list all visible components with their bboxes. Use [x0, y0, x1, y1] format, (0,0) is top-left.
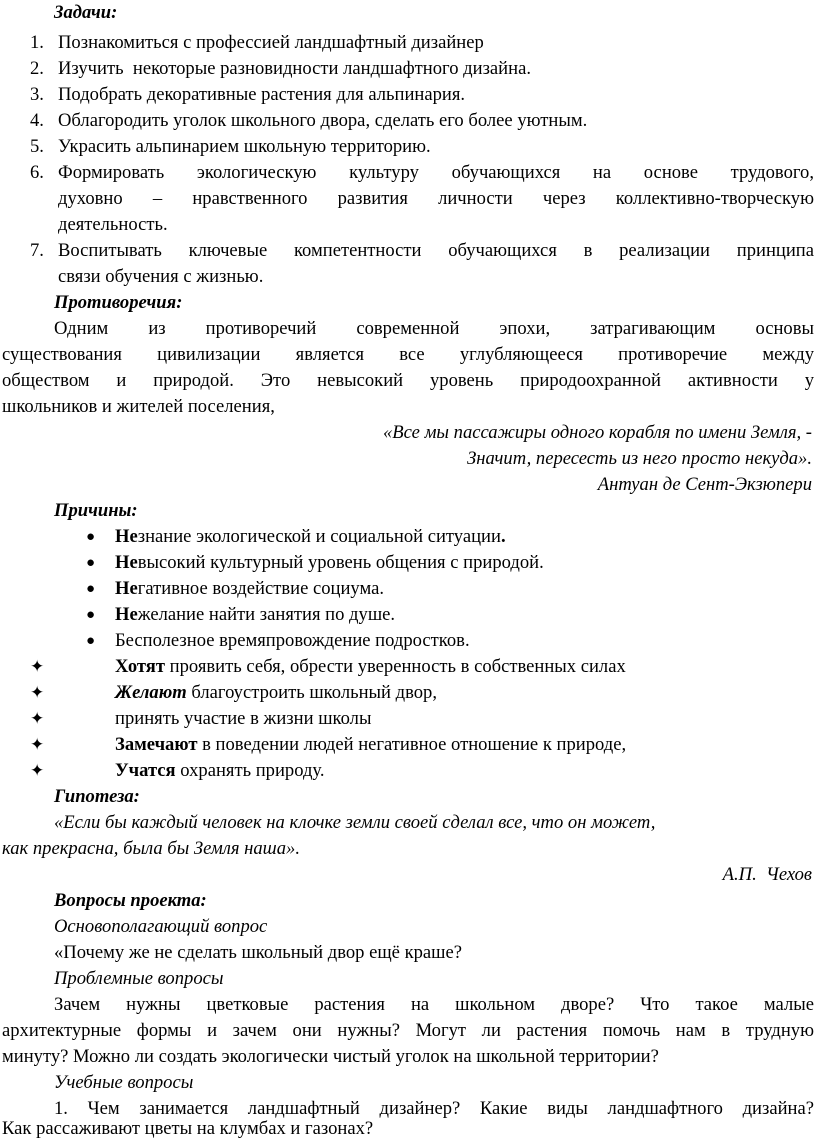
fundamental-question-label: Основополагающий вопрос: [54, 916, 268, 937]
study-questions-label: Учебные вопросы: [54, 1072, 194, 1093]
study-questions-line: 1. Чем занимается ландшафтный дизайнер? Какие виды ландшафтного дизайна?: [54, 1098, 814, 1119]
bullet-icon: ●: [86, 607, 96, 623]
quote-line: Значит, пересесть из него просто некуда».: [467, 448, 812, 469]
task-number: 6.: [30, 162, 44, 183]
task-item: Изучить некоторые разновидности ландшафтного дизайна.: [58, 58, 531, 79]
bullet-icon: ●: [86, 581, 96, 597]
hypothesis-line: «Если бы каждый человек на клочке земли своей сделал все, что он может,: [54, 812, 656, 833]
task-number: 5.: [30, 136, 44, 157]
problem-questions-line: минуту? Можно ли создать экологически чистый уголок на школьной территории?: [2, 1046, 659, 1067]
questions-heading: Вопросы проекта:: [54, 890, 207, 911]
task-number: 7.: [30, 240, 44, 261]
reason-item: Невысокий культурный уровень общения с природой.: [115, 552, 544, 573]
problem-questions-line: Зачем нужны цветковые растения на школьном дворе? Что такое малые: [54, 994, 814, 1015]
four-point-star-icon: ✦: [30, 657, 45, 676]
motivation-item: принять участие в жизни школы: [115, 708, 372, 729]
reason-item: Нежелание найти занятия по душе.: [115, 604, 396, 625]
reason-item: Незнание экологической и социальной ситуации.: [115, 526, 506, 547]
motivation-item: Учатся охранять природу.: [115, 760, 325, 781]
reason-item: Бесполезное времяпровождение подростков.: [115, 630, 470, 651]
task-item-line: Формировать экологическую культуру обучающихся на основе трудового,: [58, 162, 814, 183]
task-item-line: духовно – нравственного развития личности через коллективно-творческую: [58, 188, 814, 209]
bullet-icon: ●: [86, 529, 96, 545]
task-number: 3.: [30, 84, 44, 105]
task-item-line: деятельность.: [58, 214, 168, 235]
reason-item: Негативное воздействие социума.: [115, 578, 385, 599]
task-item: Облагородить уголок школьного двора, сделать его более уютным.: [58, 110, 588, 131]
problem-questions-label: Проблемные вопросы: [54, 968, 224, 989]
fundamental-question-text: «Почему же не сделать школьный двор ещё краше?: [54, 942, 462, 963]
four-point-star-icon: ✦: [30, 709, 45, 728]
four-point-star-icon: ✦: [30, 761, 45, 780]
task-item-line: Воспитывать ключевые компетентности обучающихся в реализации принципа: [58, 240, 814, 261]
task-item-line: связи обучения с жизнью.: [58, 266, 264, 287]
hypothesis-heading: Гипотеза:: [54, 786, 140, 807]
bullet-icon: ●: [86, 555, 96, 571]
reasons-heading: Причины:: [54, 500, 138, 521]
bullet-icon: ●: [86, 633, 96, 649]
task-item: Украсить альпинарием школьную территорию.: [58, 136, 431, 157]
contradictions-line: школьников и жителей поселения,: [2, 396, 275, 417]
problem-questions-line: архитектурные формы и зачем они нужны? Могут ли растения помочь нам в трудную: [2, 1020, 814, 1041]
quote-author: Антуан де Сент-Экзюпери: [597, 474, 812, 495]
task-number: 2.: [30, 58, 44, 79]
contradictions-line: существования цивилизации является все углубляющееся противоречие между: [2, 344, 814, 365]
study-questions-line: Как рассаживают цветы на клумбах и газонах?: [2, 1118, 374, 1139]
four-point-star-icon: ✦: [30, 735, 45, 754]
contradictions-heading: Противоречия:: [54, 292, 183, 313]
hypothesis-author: А.П. Чехов: [722, 864, 812, 885]
motivation-item: Хотят проявить себя, обрести уверенность в собственных силах: [115, 656, 626, 677]
motivation-item: Замечают в поведении людей негативное отношение к природе,: [115, 734, 627, 755]
contradictions-line: Одним из противоречий современной эпохи, затрагивающим основы: [54, 318, 814, 339]
task-item: Познакомиться с профессией ландшафтный дизайнер: [58, 32, 484, 53]
task-number: 1.: [30, 32, 44, 53]
hypothesis-line: как прекрасна, была бы Земля наша».: [2, 838, 300, 859]
task-item: Подобрать декоративные растения для альпинария.: [58, 84, 466, 105]
tasks-heading: Задачи:: [54, 2, 118, 23]
contradictions-line: обществом и природой. Это невысокий уровень природоохранной активности у: [2, 370, 814, 391]
quote-line: «Все мы пассажиры одного корабля по имени Земля, -: [383, 422, 812, 443]
four-point-star-icon: ✦: [30, 683, 45, 702]
task-number: 4.: [30, 110, 44, 131]
motivation-item: Желают благоустроить школьный двор,: [115, 682, 437, 703]
